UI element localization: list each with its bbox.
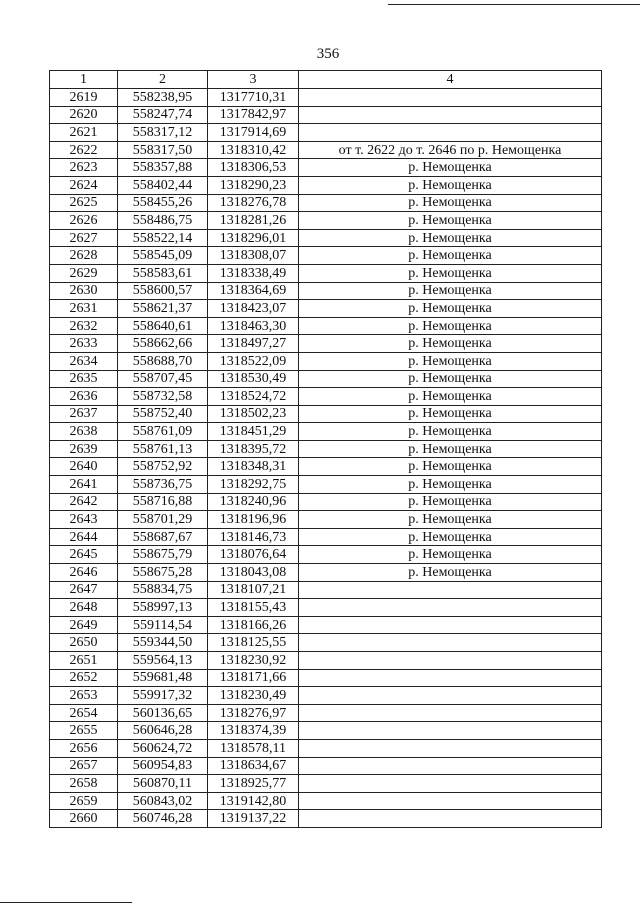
description-cell <box>299 810 602 828</box>
description-cell: р. Немощенка <box>299 264 602 282</box>
table-row <box>50 792 602 810</box>
y-coordinate-cell: 1318276,78 <box>208 194 299 212</box>
point-number-cell: 2653 <box>50 687 118 705</box>
y-coordinate-cell: 1318522,09 <box>208 352 299 370</box>
description-cell: р. Немощенка <box>299 335 602 353</box>
point-number-cell: 2640 <box>50 458 118 476</box>
point-number-cell: 2654 <box>50 704 118 722</box>
point-number-cell: 2628 <box>50 247 118 265</box>
table-row <box>50 739 602 757</box>
x-coordinate-cell: 560746,28 <box>118 810 208 828</box>
table-header-row <box>50 71 602 89</box>
description-cell: р. Немощенка <box>299 370 602 388</box>
table-row <box>50 423 602 441</box>
description-cell <box>299 687 602 705</box>
point-number-cell: 2644 <box>50 528 118 546</box>
x-coordinate-cell: 558752,40 <box>118 405 208 423</box>
point-number-cell: 2647 <box>50 581 118 599</box>
y-coordinate-cell: 1318348,31 <box>208 458 299 476</box>
table-row <box>50 775 602 793</box>
table-row <box>50 159 602 177</box>
description-cell: р. Немощенка <box>299 405 602 423</box>
table-row <box>50 247 602 265</box>
y-coordinate-cell: 1317710,31 <box>208 89 299 107</box>
y-coordinate-cell: 1319142,80 <box>208 792 299 810</box>
table-row <box>50 458 602 476</box>
point-number-cell: 2655 <box>50 722 118 740</box>
table-row <box>50 352 602 370</box>
y-coordinate-cell: 1318338,49 <box>208 264 299 282</box>
table-body <box>50 89 602 828</box>
x-coordinate-cell: 558317,12 <box>118 124 208 142</box>
y-coordinate-cell: 1318230,92 <box>208 652 299 670</box>
x-coordinate-cell: 558317,50 <box>118 141 208 159</box>
table-row <box>50 264 602 282</box>
y-coordinate-cell: 1318395,72 <box>208 440 299 458</box>
table-row <box>50 176 602 194</box>
top-rule <box>388 4 640 5</box>
description-cell <box>299 89 602 107</box>
y-coordinate-cell: 1317842,97 <box>208 106 299 124</box>
description-cell <box>299 722 602 740</box>
y-coordinate-cell: 1318524,72 <box>208 388 299 406</box>
header-cell: 3 <box>208 71 299 89</box>
point-number-cell: 2658 <box>50 775 118 793</box>
y-coordinate-cell: 1318240,96 <box>208 493 299 511</box>
point-number-cell: 2619 <box>50 89 118 107</box>
y-coordinate-cell: 1317914,69 <box>208 124 299 142</box>
point-number-cell: 2642 <box>50 493 118 511</box>
description-cell <box>299 739 602 757</box>
description-cell: р. Немощенка <box>299 388 602 406</box>
point-number-cell: 2622 <box>50 141 118 159</box>
x-coordinate-cell: 559564,13 <box>118 652 208 670</box>
y-coordinate-cell: 1318423,07 <box>208 300 299 318</box>
table-row <box>50 810 602 828</box>
table-row <box>50 546 602 564</box>
table-row <box>50 581 602 599</box>
description-cell: р. Немощенка <box>299 176 602 194</box>
x-coordinate-cell: 558486,75 <box>118 212 208 230</box>
x-coordinate-cell: 558761,09 <box>118 423 208 441</box>
x-coordinate-cell: 558600,57 <box>118 282 208 300</box>
point-number-cell: 2627 <box>50 229 118 247</box>
table-row <box>50 511 602 529</box>
description-cell: р. Немощенка <box>299 212 602 230</box>
x-coordinate-cell: 558675,28 <box>118 564 208 582</box>
y-coordinate-cell: 1318196,96 <box>208 511 299 529</box>
point-number-cell: 2621 <box>50 124 118 142</box>
x-coordinate-cell: 558834,75 <box>118 581 208 599</box>
x-coordinate-cell: 560954,83 <box>118 757 208 775</box>
description-cell: р. Немощенка <box>299 511 602 529</box>
y-coordinate-cell: 1318925,77 <box>208 775 299 793</box>
y-coordinate-cell: 1318290,23 <box>208 176 299 194</box>
table-row <box>50 229 602 247</box>
point-number-cell: 2635 <box>50 370 118 388</box>
point-number-cell: 2629 <box>50 264 118 282</box>
y-coordinate-cell: 1318310,42 <box>208 141 299 159</box>
table-row <box>50 300 602 318</box>
header-cell: 1 <box>50 71 118 89</box>
description-cell: р. Немощенка <box>299 528 602 546</box>
y-coordinate-cell: 1318634,67 <box>208 757 299 775</box>
table-row <box>50 599 602 617</box>
y-coordinate-cell: 1318463,30 <box>208 317 299 335</box>
table-row <box>50 652 602 670</box>
table-row <box>50 370 602 388</box>
point-number-cell: 2645 <box>50 546 118 564</box>
description-cell: р. Немощенка <box>299 493 602 511</box>
x-coordinate-cell: 558736,75 <box>118 476 208 494</box>
table-row <box>50 687 602 705</box>
description-cell: р. Немощенка <box>299 458 602 476</box>
description-cell: р. Немощенка <box>299 229 602 247</box>
table-row <box>50 757 602 775</box>
x-coordinate-cell: 558402,44 <box>118 176 208 194</box>
x-coordinate-cell: 558716,88 <box>118 493 208 511</box>
y-coordinate-cell: 1318308,07 <box>208 247 299 265</box>
table-row <box>50 440 602 458</box>
x-coordinate-cell: 558675,79 <box>118 546 208 564</box>
y-coordinate-cell: 1318043,08 <box>208 564 299 582</box>
x-coordinate-cell: 560870,11 <box>118 775 208 793</box>
x-coordinate-cell: 558997,13 <box>118 599 208 617</box>
description-cell: р. Немощенка <box>299 352 602 370</box>
description-cell <box>299 792 602 810</box>
x-coordinate-cell: 558687,67 <box>118 528 208 546</box>
description-cell <box>299 652 602 670</box>
table-row <box>50 282 602 300</box>
x-coordinate-cell: 558455,26 <box>118 194 208 212</box>
description-cell <box>299 704 602 722</box>
description-cell: р. Немощенка <box>299 546 602 564</box>
table-row <box>50 722 602 740</box>
point-number-cell: 2632 <box>50 317 118 335</box>
point-number-cell: 2638 <box>50 423 118 441</box>
x-coordinate-cell: 558640,61 <box>118 317 208 335</box>
y-coordinate-cell: 1318530,49 <box>208 370 299 388</box>
table-row <box>50 124 602 142</box>
y-coordinate-cell: 1318146,73 <box>208 528 299 546</box>
description-cell <box>299 581 602 599</box>
page-number: 356 <box>316 46 340 62</box>
description-cell: р. Немощенка <box>299 564 602 582</box>
x-coordinate-cell: 558752,92 <box>118 458 208 476</box>
description-cell: р. Немощенка <box>299 194 602 212</box>
x-coordinate-cell: 558701,29 <box>118 511 208 529</box>
x-coordinate-cell: 558688,70 <box>118 352 208 370</box>
table-row <box>50 106 602 124</box>
y-coordinate-cell: 1318276,97 <box>208 704 299 722</box>
x-coordinate-cell: 558238,95 <box>118 89 208 107</box>
table-row <box>50 669 602 687</box>
point-number-cell: 2633 <box>50 335 118 353</box>
x-coordinate-cell: 560624,72 <box>118 739 208 757</box>
point-number-cell: 2648 <box>50 599 118 617</box>
point-number-cell: 2651 <box>50 652 118 670</box>
x-coordinate-cell: 560646,28 <box>118 722 208 740</box>
x-coordinate-cell: 558621,37 <box>118 300 208 318</box>
table-row <box>50 89 602 107</box>
y-coordinate-cell: 1318451,29 <box>208 423 299 441</box>
point-number-cell: 2623 <box>50 159 118 177</box>
table-row <box>50 493 602 511</box>
point-number-cell: 2625 <box>50 194 118 212</box>
table-row <box>50 335 602 353</box>
point-number-cell: 2634 <box>50 352 118 370</box>
x-coordinate-cell: 558583,61 <box>118 264 208 282</box>
table-row <box>50 141 602 159</box>
y-coordinate-cell: 1318374,39 <box>208 722 299 740</box>
point-number-cell: 2643 <box>50 511 118 529</box>
point-number-cell: 2657 <box>50 757 118 775</box>
bottom-rule <box>0 902 132 903</box>
coordinates-table <box>49 70 602 828</box>
y-coordinate-cell: 1318166,26 <box>208 616 299 634</box>
description-cell: р. Немощенка <box>299 423 602 441</box>
point-number-cell: 2637 <box>50 405 118 423</box>
description-cell: от т. 2622 до т. 2646 по р. Немощенка <box>299 141 602 159</box>
point-number-cell: 2631 <box>50 300 118 318</box>
description-cell <box>299 616 602 634</box>
table-row <box>50 528 602 546</box>
point-number-cell: 2639 <box>50 440 118 458</box>
point-number-cell: 2649 <box>50 616 118 634</box>
x-coordinate-cell: 559681,48 <box>118 669 208 687</box>
x-coordinate-cell: 558247,74 <box>118 106 208 124</box>
description-cell: р. Немощенка <box>299 247 602 265</box>
table-row <box>50 634 602 652</box>
point-number-cell: 2660 <box>50 810 118 828</box>
y-coordinate-cell: 1318292,75 <box>208 476 299 494</box>
description-cell <box>299 634 602 652</box>
x-coordinate-cell: 558357,88 <box>118 159 208 177</box>
table-row <box>50 388 602 406</box>
table-row <box>50 476 602 494</box>
description-cell: р. Немощенка <box>299 300 602 318</box>
x-coordinate-cell: 559114,54 <box>118 616 208 634</box>
table-row <box>50 564 602 582</box>
point-number-cell: 2652 <box>50 669 118 687</box>
table-row <box>50 616 602 634</box>
y-coordinate-cell: 1318171,66 <box>208 669 299 687</box>
y-coordinate-cell: 1318502,23 <box>208 405 299 423</box>
point-number-cell: 2656 <box>50 739 118 757</box>
x-coordinate-cell: 559917,32 <box>118 687 208 705</box>
point-number-cell: 2630 <box>50 282 118 300</box>
description-cell <box>299 599 602 617</box>
point-number-cell: 2624 <box>50 176 118 194</box>
y-coordinate-cell: 1318230,49 <box>208 687 299 705</box>
description-cell <box>299 669 602 687</box>
y-coordinate-cell: 1318296,01 <box>208 229 299 247</box>
y-coordinate-cell: 1318076,64 <box>208 546 299 564</box>
y-coordinate-cell: 1318155,43 <box>208 599 299 617</box>
point-number-cell: 2626 <box>50 212 118 230</box>
description-cell: р. Немощенка <box>299 317 602 335</box>
description-cell <box>299 106 602 124</box>
point-number-cell: 2641 <box>50 476 118 494</box>
y-coordinate-cell: 1318107,21 <box>208 581 299 599</box>
description-cell <box>299 124 602 142</box>
x-coordinate-cell: 558545,09 <box>118 247 208 265</box>
point-number-cell: 2659 <box>50 792 118 810</box>
header-cell: 2 <box>118 71 208 89</box>
table-row <box>50 405 602 423</box>
point-number-cell: 2636 <box>50 388 118 406</box>
description-cell: р. Немощенка <box>299 282 602 300</box>
x-coordinate-cell: 558761,13 <box>118 440 208 458</box>
x-coordinate-cell: 558662,66 <box>118 335 208 353</box>
y-coordinate-cell: 1318497,27 <box>208 335 299 353</box>
y-coordinate-cell: 1318364,69 <box>208 282 299 300</box>
y-coordinate-cell: 1318578,11 <box>208 739 299 757</box>
table-row <box>50 212 602 230</box>
point-number-cell: 2650 <box>50 634 118 652</box>
y-coordinate-cell: 1318306,53 <box>208 159 299 177</box>
x-coordinate-cell: 560136,65 <box>118 704 208 722</box>
header-cell: 4 <box>299 71 602 89</box>
x-coordinate-cell: 558707,45 <box>118 370 208 388</box>
x-coordinate-cell: 559344,50 <box>118 634 208 652</box>
table-row <box>50 194 602 212</box>
description-cell <box>299 757 602 775</box>
y-coordinate-cell: 1318125,55 <box>208 634 299 652</box>
description-cell: р. Немощенка <box>299 440 602 458</box>
x-coordinate-cell: 558522,14 <box>118 229 208 247</box>
description-cell: р. Немощенка <box>299 159 602 177</box>
table-row <box>50 317 602 335</box>
description-cell <box>299 775 602 793</box>
x-coordinate-cell: 560843,02 <box>118 792 208 810</box>
x-coordinate-cell: 558732,58 <box>118 388 208 406</box>
table-row <box>50 704 602 722</box>
description-cell: р. Немощенка <box>299 476 602 494</box>
point-number-cell: 2646 <box>50 564 118 582</box>
point-number-cell: 2620 <box>50 106 118 124</box>
y-coordinate-cell: 1318281,26 <box>208 212 299 230</box>
y-coordinate-cell: 1319137,22 <box>208 810 299 828</box>
